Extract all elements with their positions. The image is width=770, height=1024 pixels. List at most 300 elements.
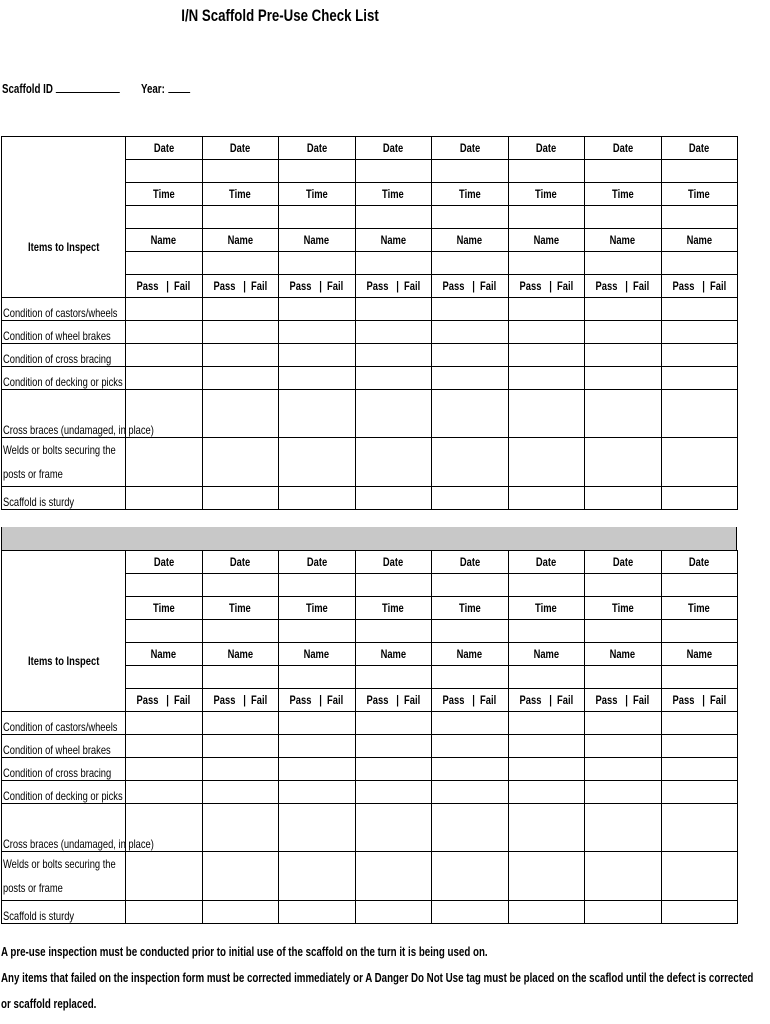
- name-label: Name: [686, 647, 712, 661]
- pass-fail-cell[interactable]: [202, 344, 279, 367]
- time-entry-cell[interactable]: [355, 620, 432, 643]
- inspection-table-2: [1, 550, 738, 924]
- time-header-cell: [202, 597, 279, 620]
- pass-fail-cell[interactable]: [279, 901, 356, 924]
- pass-fail-cell[interactable]: [661, 438, 738, 487]
- pass-fail-header-cell: [432, 275, 509, 298]
- pass-fail-cell[interactable]: [126, 758, 203, 781]
- time-label: Time: [305, 601, 328, 615]
- name-label: Name: [380, 647, 406, 661]
- name-label: Name: [304, 647, 330, 661]
- pass-fail-label: Pass | Fail: [136, 279, 191, 293]
- time-entry-cell[interactable]: [585, 206, 662, 229]
- date-entry-cell[interactable]: [126, 574, 203, 597]
- date-header-cell: [508, 137, 585, 160]
- date-label: Date: [306, 555, 327, 569]
- date-entry-cell[interactable]: [355, 574, 432, 597]
- name-header-cell: [202, 229, 279, 252]
- time-header-cell: [279, 183, 356, 206]
- pass-fail-header-cell: [355, 689, 432, 712]
- footer-note-3: or scaffold replaced.: [1, 997, 97, 1011]
- pass-fail-cell[interactable]: [279, 712, 356, 735]
- pass-fail-cell[interactable]: [508, 487, 585, 510]
- table-row: [2, 298, 738, 321]
- time-label: Time: [382, 187, 405, 201]
- inspection-item: [2, 804, 154, 852]
- pass-fail-label: Pass | Fail: [672, 279, 727, 293]
- pass-fail-cell[interactable]: [661, 758, 738, 781]
- time-header-cell: [585, 597, 662, 620]
- inspection-item-label: Condition of castors/wheels: [3, 306, 118, 320]
- pass-fail-header-cell: [661, 689, 738, 712]
- pass-fail-cell[interactable]: [585, 487, 662, 510]
- pass-fail-cell[interactable]: [355, 487, 432, 510]
- pass-fail-cell[interactable]: [279, 298, 356, 321]
- items-to-inspect-header: [2, 137, 126, 298]
- pass-fail-cell[interactable]: [202, 438, 279, 487]
- time-label: Time: [305, 187, 328, 201]
- pass-fail-header-cell: [279, 689, 356, 712]
- date-entry-cell[interactable]: [661, 160, 738, 183]
- pass-fail-cell[interactable]: [432, 781, 509, 804]
- pass-fail-label: Pass | Fail: [442, 693, 497, 707]
- time-entry-cell[interactable]: [661, 206, 738, 229]
- header-row: [2, 137, 738, 160]
- pass-fail-cell[interactable]: [661, 344, 738, 367]
- name-header-cell: [126, 229, 203, 252]
- date-header-cell: [661, 551, 738, 574]
- pass-fail-cell[interactable]: [126, 438, 203, 487]
- time-entry-cell[interactable]: [279, 206, 356, 229]
- table-row: [2, 712, 738, 735]
- pass-fail-label: Pass | Fail: [213, 693, 268, 707]
- name-label: Name: [686, 233, 712, 247]
- pass-fail-cell[interactable]: [508, 781, 585, 804]
- pass-fail-cell[interactable]: [355, 344, 432, 367]
- time-header-cell: [126, 597, 203, 620]
- time-header-cell: [202, 183, 279, 206]
- pass-fail-cell[interactable]: [126, 344, 203, 367]
- name-label: Name: [457, 233, 483, 247]
- pass-fail-cell[interactable]: [202, 390, 279, 438]
- pass-fail-cell[interactable]: [432, 321, 509, 344]
- inspection-table-1: [1, 136, 738, 510]
- pass-fail-cell[interactable]: [661, 487, 738, 510]
- pass-fail-cell[interactable]: [432, 712, 509, 735]
- name-entry-cell[interactable]: [432, 666, 509, 689]
- inspection-item-label: Condition of wheel brakes: [3, 743, 111, 757]
- date-entry-cell[interactable]: [279, 160, 356, 183]
- pass-fail-cell[interactable]: [508, 804, 585, 852]
- scaffold-id-field: [2, 80, 120, 96]
- name-entry-cell[interactable]: [202, 252, 279, 275]
- pass-fail-cell[interactable]: [661, 804, 738, 852]
- date-entry-cell[interactable]: [661, 574, 738, 597]
- name-label: Name: [457, 647, 483, 661]
- pass-fail-cell[interactable]: [355, 852, 432, 901]
- pass-fail-cell[interactable]: [355, 804, 432, 852]
- name-header-cell: [661, 643, 738, 666]
- name-entry-cell[interactable]: [661, 252, 738, 275]
- pass-fail-cell[interactable]: [585, 321, 662, 344]
- pass-fail-cell[interactable]: [508, 758, 585, 781]
- pass-fail-cell[interactable]: [279, 852, 356, 901]
- pass-fail-cell[interactable]: [508, 298, 585, 321]
- date-header-cell: [432, 551, 509, 574]
- date-entry-cell[interactable]: [202, 574, 279, 597]
- pass-fail-cell[interactable]: [355, 735, 432, 758]
- name-entry-cell[interactable]: [585, 252, 662, 275]
- time-label: Time: [458, 187, 481, 201]
- name-entry-cell[interactable]: [126, 666, 203, 689]
- pass-fail-cell[interactable]: [279, 438, 356, 487]
- name-entry-cell[interactable]: [508, 666, 585, 689]
- name-entry-cell[interactable]: [279, 252, 356, 275]
- date-entry-cell[interactable]: [508, 574, 585, 597]
- date-label: Date: [536, 555, 557, 569]
- time-entry-cell[interactable]: [432, 206, 509, 229]
- pass-fail-cell[interactable]: [508, 390, 585, 438]
- pass-fail-cell[interactable]: [202, 487, 279, 510]
- name-entry-cell[interactable]: [508, 252, 585, 275]
- pass-fail-cell[interactable]: [432, 852, 509, 901]
- pass-fail-cell[interactable]: [279, 390, 356, 438]
- pass-fail-cell[interactable]: [126, 487, 203, 510]
- date-entry-cell[interactable]: [355, 160, 432, 183]
- name-label: Name: [227, 647, 253, 661]
- pass-fail-cell[interactable]: [279, 735, 356, 758]
- pass-fail-cell[interactable]: [202, 804, 279, 852]
- date-label: Date: [689, 555, 710, 569]
- pass-fail-cell[interactable]: [585, 781, 662, 804]
- header-row: [2, 551, 738, 574]
- time-entry-cell[interactable]: [508, 206, 585, 229]
- date-entry-cell[interactable]: [508, 160, 585, 183]
- date-header-cell: [355, 551, 432, 574]
- date-entry-cell[interactable]: [279, 574, 356, 597]
- inspection-item: [2, 901, 126, 924]
- pass-fail-cell[interactable]: [585, 298, 662, 321]
- name-header-cell: [432, 229, 509, 252]
- name-header-cell: [355, 229, 432, 252]
- pass-fail-header-cell: [126, 689, 203, 712]
- pass-fail-cell[interactable]: [585, 438, 662, 487]
- date-header-cell: [355, 137, 432, 160]
- name-header-cell: [508, 643, 585, 666]
- inspection-item: [2, 438, 126, 487]
- table-row: [2, 901, 738, 924]
- inspection-item: [2, 487, 126, 510]
- time-header-cell: [661, 597, 738, 620]
- pass-fail-cell[interactable]: [355, 438, 432, 487]
- pass-fail-label: Pass | Fail: [289, 279, 344, 293]
- pass-fail-cell[interactable]: [355, 758, 432, 781]
- pass-fail-cell[interactable]: [508, 852, 585, 901]
- table-row: [2, 735, 738, 758]
- name-header-cell: [202, 643, 279, 666]
- date-header-cell: [202, 551, 279, 574]
- pass-fail-cell[interactable]: [355, 390, 432, 438]
- date-label: Date: [306, 141, 327, 155]
- pass-fail-cell[interactable]: [432, 804, 509, 852]
- pass-fail-cell[interactable]: [355, 781, 432, 804]
- name-entry-cell[interactable]: [661, 666, 738, 689]
- pass-fail-cell[interactable]: [202, 901, 279, 924]
- pass-fail-cell[interactable]: [432, 901, 509, 924]
- table-row: [2, 781, 738, 804]
- pass-fail-cell[interactable]: [126, 712, 203, 735]
- inspection-item-label: Welds or bolts securing the posts or frame: [3, 443, 116, 481]
- inspection-item-label: Condition of cross bracing: [3, 766, 112, 780]
- pass-fail-cell[interactable]: [202, 781, 279, 804]
- pass-fail-cell[interactable]: [126, 321, 203, 344]
- pass-fail-label: Pass | Fail: [289, 693, 344, 707]
- pass-fail-cell[interactable]: [585, 735, 662, 758]
- pass-fail-cell[interactable]: [202, 852, 279, 901]
- name-entry-cell[interactable]: [279, 666, 356, 689]
- pass-fail-cell[interactable]: [279, 758, 356, 781]
- pass-fail-cell[interactable]: [202, 758, 279, 781]
- pass-fail-cell[interactable]: [585, 390, 662, 438]
- pass-fail-header-cell: [355, 275, 432, 298]
- pass-fail-header-cell: [279, 275, 356, 298]
- pass-fail-header-cell: [202, 275, 279, 298]
- pass-fail-label: Pass | Fail: [519, 279, 574, 293]
- pass-fail-cell[interactable]: [126, 852, 203, 901]
- items-to-inspect-header: [2, 551, 126, 712]
- footer-note-2: Any items that failed on the inspection form must be corrected immediately or A Danger Do Not Use tag must be placed on the scaflod until the defect is corrected: [1, 971, 754, 985]
- pass-fail-cell[interactable]: [355, 901, 432, 924]
- time-label: Time: [611, 601, 634, 615]
- pass-fail-cell[interactable]: [126, 735, 203, 758]
- scaffold-id-blank[interactable]: [56, 80, 120, 93]
- date-entry-cell[interactable]: [126, 160, 203, 183]
- pass-fail-cell[interactable]: [126, 367, 203, 390]
- table-row: [2, 344, 738, 367]
- inspection-item: [2, 298, 126, 321]
- table-row: [2, 367, 738, 390]
- date-label: Date: [536, 141, 557, 155]
- pass-fail-cell[interactable]: [585, 852, 662, 901]
- pass-fail-cell[interactable]: [661, 712, 738, 735]
- year-blank[interactable]: [168, 80, 190, 93]
- pass-fail-cell[interactable]: [661, 298, 738, 321]
- name-entry-cell[interactable]: [202, 666, 279, 689]
- pass-fail-cell[interactable]: [661, 390, 738, 438]
- pass-fail-cell[interactable]: [508, 735, 585, 758]
- pass-fail-cell[interactable]: [432, 758, 509, 781]
- inspection-item-label: Scaffold is sturdy: [3, 495, 75, 509]
- pass-fail-label: Pass | Fail: [366, 693, 421, 707]
- date-label: Date: [153, 141, 174, 155]
- time-header-cell: [508, 597, 585, 620]
- pass-fail-cell[interactable]: [432, 735, 509, 758]
- name-header-cell: [508, 229, 585, 252]
- time-entry-cell[interactable]: [126, 620, 203, 643]
- pass-fail-cell[interactable]: [279, 344, 356, 367]
- time-entry-cell[interactable]: [355, 206, 432, 229]
- name-entry-cell[interactable]: [355, 252, 432, 275]
- name-label: Name: [304, 233, 330, 247]
- page-title: I/N Scaffold Pre-Use Check List: [181, 6, 379, 25]
- date-label: Date: [153, 555, 174, 569]
- inspection-item: [2, 758, 126, 781]
- time-entry-cell[interactable]: [126, 206, 203, 229]
- pass-fail-cell[interactable]: [432, 344, 509, 367]
- pass-fail-header-cell: [202, 689, 279, 712]
- time-entry-cell[interactable]: [585, 620, 662, 643]
- time-header-cell: [432, 183, 509, 206]
- time-entry-cell[interactable]: [661, 620, 738, 643]
- name-label: Name: [380, 233, 406, 247]
- date-header-cell: [661, 137, 738, 160]
- time-label: Time: [382, 601, 405, 615]
- date-header-cell: [279, 551, 356, 574]
- pass-fail-cell[interactable]: [585, 758, 662, 781]
- date-label: Date: [383, 555, 404, 569]
- pass-fail-cell[interactable]: [355, 321, 432, 344]
- items-to-inspect-label: Items to Inspect: [27, 240, 100, 254]
- inspection-item-label: Welds or bolts securing the posts or frame: [3, 857, 116, 895]
- time-entry-cell[interactable]: [202, 620, 279, 643]
- pass-fail-cell[interactable]: [508, 712, 585, 735]
- date-label: Date: [383, 141, 404, 155]
- table-row: [2, 390, 738, 438]
- inspection-item-label: Cross braces (undamaged, in place): [3, 423, 154, 437]
- time-header-cell: [508, 183, 585, 206]
- date-entry-cell[interactable]: [202, 160, 279, 183]
- name-entry-cell[interactable]: [355, 666, 432, 689]
- pass-fail-header-cell: [126, 275, 203, 298]
- inspection-item: [2, 390, 154, 438]
- date-entry-cell[interactable]: [585, 574, 662, 597]
- inspection-item-label: Scaffold is sturdy: [3, 909, 75, 923]
- time-label: Time: [152, 187, 175, 201]
- pass-fail-cell[interactable]: [432, 438, 509, 487]
- time-label: Time: [229, 601, 252, 615]
- inspection-item: [2, 344, 126, 367]
- pass-fail-label: Pass | Fail: [366, 279, 421, 293]
- date-label: Date: [230, 141, 251, 155]
- footer-note-1: A pre-use inspection must be conducted prior to initial use of the scaffold on the turn it is being used on.: [1, 945, 488, 959]
- pass-fail-cell[interactable]: [585, 344, 662, 367]
- date-label: Date: [612, 141, 633, 155]
- name-header-cell: [585, 643, 662, 666]
- inspection-item-label: Condition of cross bracing: [3, 352, 112, 366]
- table-row: [2, 438, 738, 487]
- name-entry-cell[interactable]: [126, 252, 203, 275]
- pass-fail-cell[interactable]: [202, 712, 279, 735]
- name-label: Name: [533, 647, 559, 661]
- pass-fail-cell[interactable]: [661, 852, 738, 901]
- date-header-cell: [508, 551, 585, 574]
- time-header-cell: [279, 597, 356, 620]
- time-header-cell: [355, 183, 432, 206]
- pass-fail-cell[interactable]: [508, 438, 585, 487]
- pass-fail-cell[interactable]: [661, 781, 738, 804]
- pass-fail-cell[interactable]: [661, 321, 738, 344]
- pass-fail-cell[interactable]: [432, 298, 509, 321]
- pass-fail-label: Pass | Fail: [136, 693, 191, 707]
- pass-fail-cell[interactable]: [508, 344, 585, 367]
- inspection-item: [2, 852, 126, 901]
- inspection-item: [2, 712, 126, 735]
- pass-fail-cell[interactable]: [202, 298, 279, 321]
- name-entry-cell[interactable]: [585, 666, 662, 689]
- name-entry-cell[interactable]: [432, 252, 509, 275]
- date-entry-cell[interactable]: [585, 160, 662, 183]
- time-entry-cell[interactable]: [202, 206, 279, 229]
- pass-fail-cell[interactable]: [355, 298, 432, 321]
- inspection-item-label: Condition of wheel brakes: [3, 329, 111, 343]
- pass-fail-cell[interactable]: [279, 321, 356, 344]
- pass-fail-cell[interactable]: [279, 781, 356, 804]
- pass-fail-cell[interactable]: [432, 367, 509, 390]
- pass-fail-header-cell: [508, 275, 585, 298]
- scaffold-id-label: Scaffold ID: [2, 82, 53, 96]
- date-header-cell: [432, 137, 509, 160]
- pass-fail-cell[interactable]: [585, 804, 662, 852]
- time-entry-cell[interactable]: [508, 620, 585, 643]
- name-label: Name: [533, 233, 559, 247]
- pass-fail-cell[interactable]: [508, 367, 585, 390]
- pass-fail-cell[interactable]: [432, 390, 509, 438]
- pass-fail-cell[interactable]: [279, 487, 356, 510]
- table-row: [2, 852, 738, 901]
- year-label: Year:: [141, 82, 165, 96]
- inspection-item: [2, 321, 126, 344]
- pass-fail-cell[interactable]: [355, 712, 432, 735]
- date-header-cell: [585, 137, 662, 160]
- pass-fail-cell[interactable]: [585, 712, 662, 735]
- pass-fail-cell[interactable]: [585, 901, 662, 924]
- pass-fail-cell[interactable]: [585, 367, 662, 390]
- pass-fail-header-cell: [585, 275, 662, 298]
- date-header-cell: [126, 551, 203, 574]
- name-header-cell: [432, 643, 509, 666]
- time-label: Time: [152, 601, 175, 615]
- time-entry-cell[interactable]: [279, 620, 356, 643]
- pass-fail-cell[interactable]: [126, 901, 203, 924]
- pass-fail-cell[interactable]: [202, 367, 279, 390]
- time-entry-cell[interactable]: [432, 620, 509, 643]
- pass-fail-header-cell: [508, 689, 585, 712]
- name-label: Name: [151, 647, 177, 661]
- pass-fail-cell[interactable]: [202, 321, 279, 344]
- time-label: Time: [611, 187, 634, 201]
- pass-fail-cell[interactable]: [508, 321, 585, 344]
- pass-fail-cell[interactable]: [661, 367, 738, 390]
- pass-fail-cell[interactable]: [279, 804, 356, 852]
- name-header-cell: [355, 643, 432, 666]
- date-entry-cell[interactable]: [432, 574, 509, 597]
- pass-fail-cell[interactable]: [126, 298, 203, 321]
- pass-fail-cell[interactable]: [661, 735, 738, 758]
- date-entry-cell[interactable]: [432, 160, 509, 183]
- pass-fail-cell[interactable]: [202, 735, 279, 758]
- date-label: Date: [689, 141, 710, 155]
- pass-fail-cell[interactable]: [126, 781, 203, 804]
- pass-fail-cell[interactable]: [432, 487, 509, 510]
- pass-fail-cell[interactable]: [661, 901, 738, 924]
- table-row: [2, 487, 738, 510]
- inspection-item: [2, 367, 126, 390]
- pass-fail-cell[interactable]: [508, 901, 585, 924]
- date-label: Date: [612, 555, 633, 569]
- table-row: [2, 321, 738, 344]
- pass-fail-cell[interactable]: [279, 367, 356, 390]
- pass-fail-cell[interactable]: [355, 367, 432, 390]
